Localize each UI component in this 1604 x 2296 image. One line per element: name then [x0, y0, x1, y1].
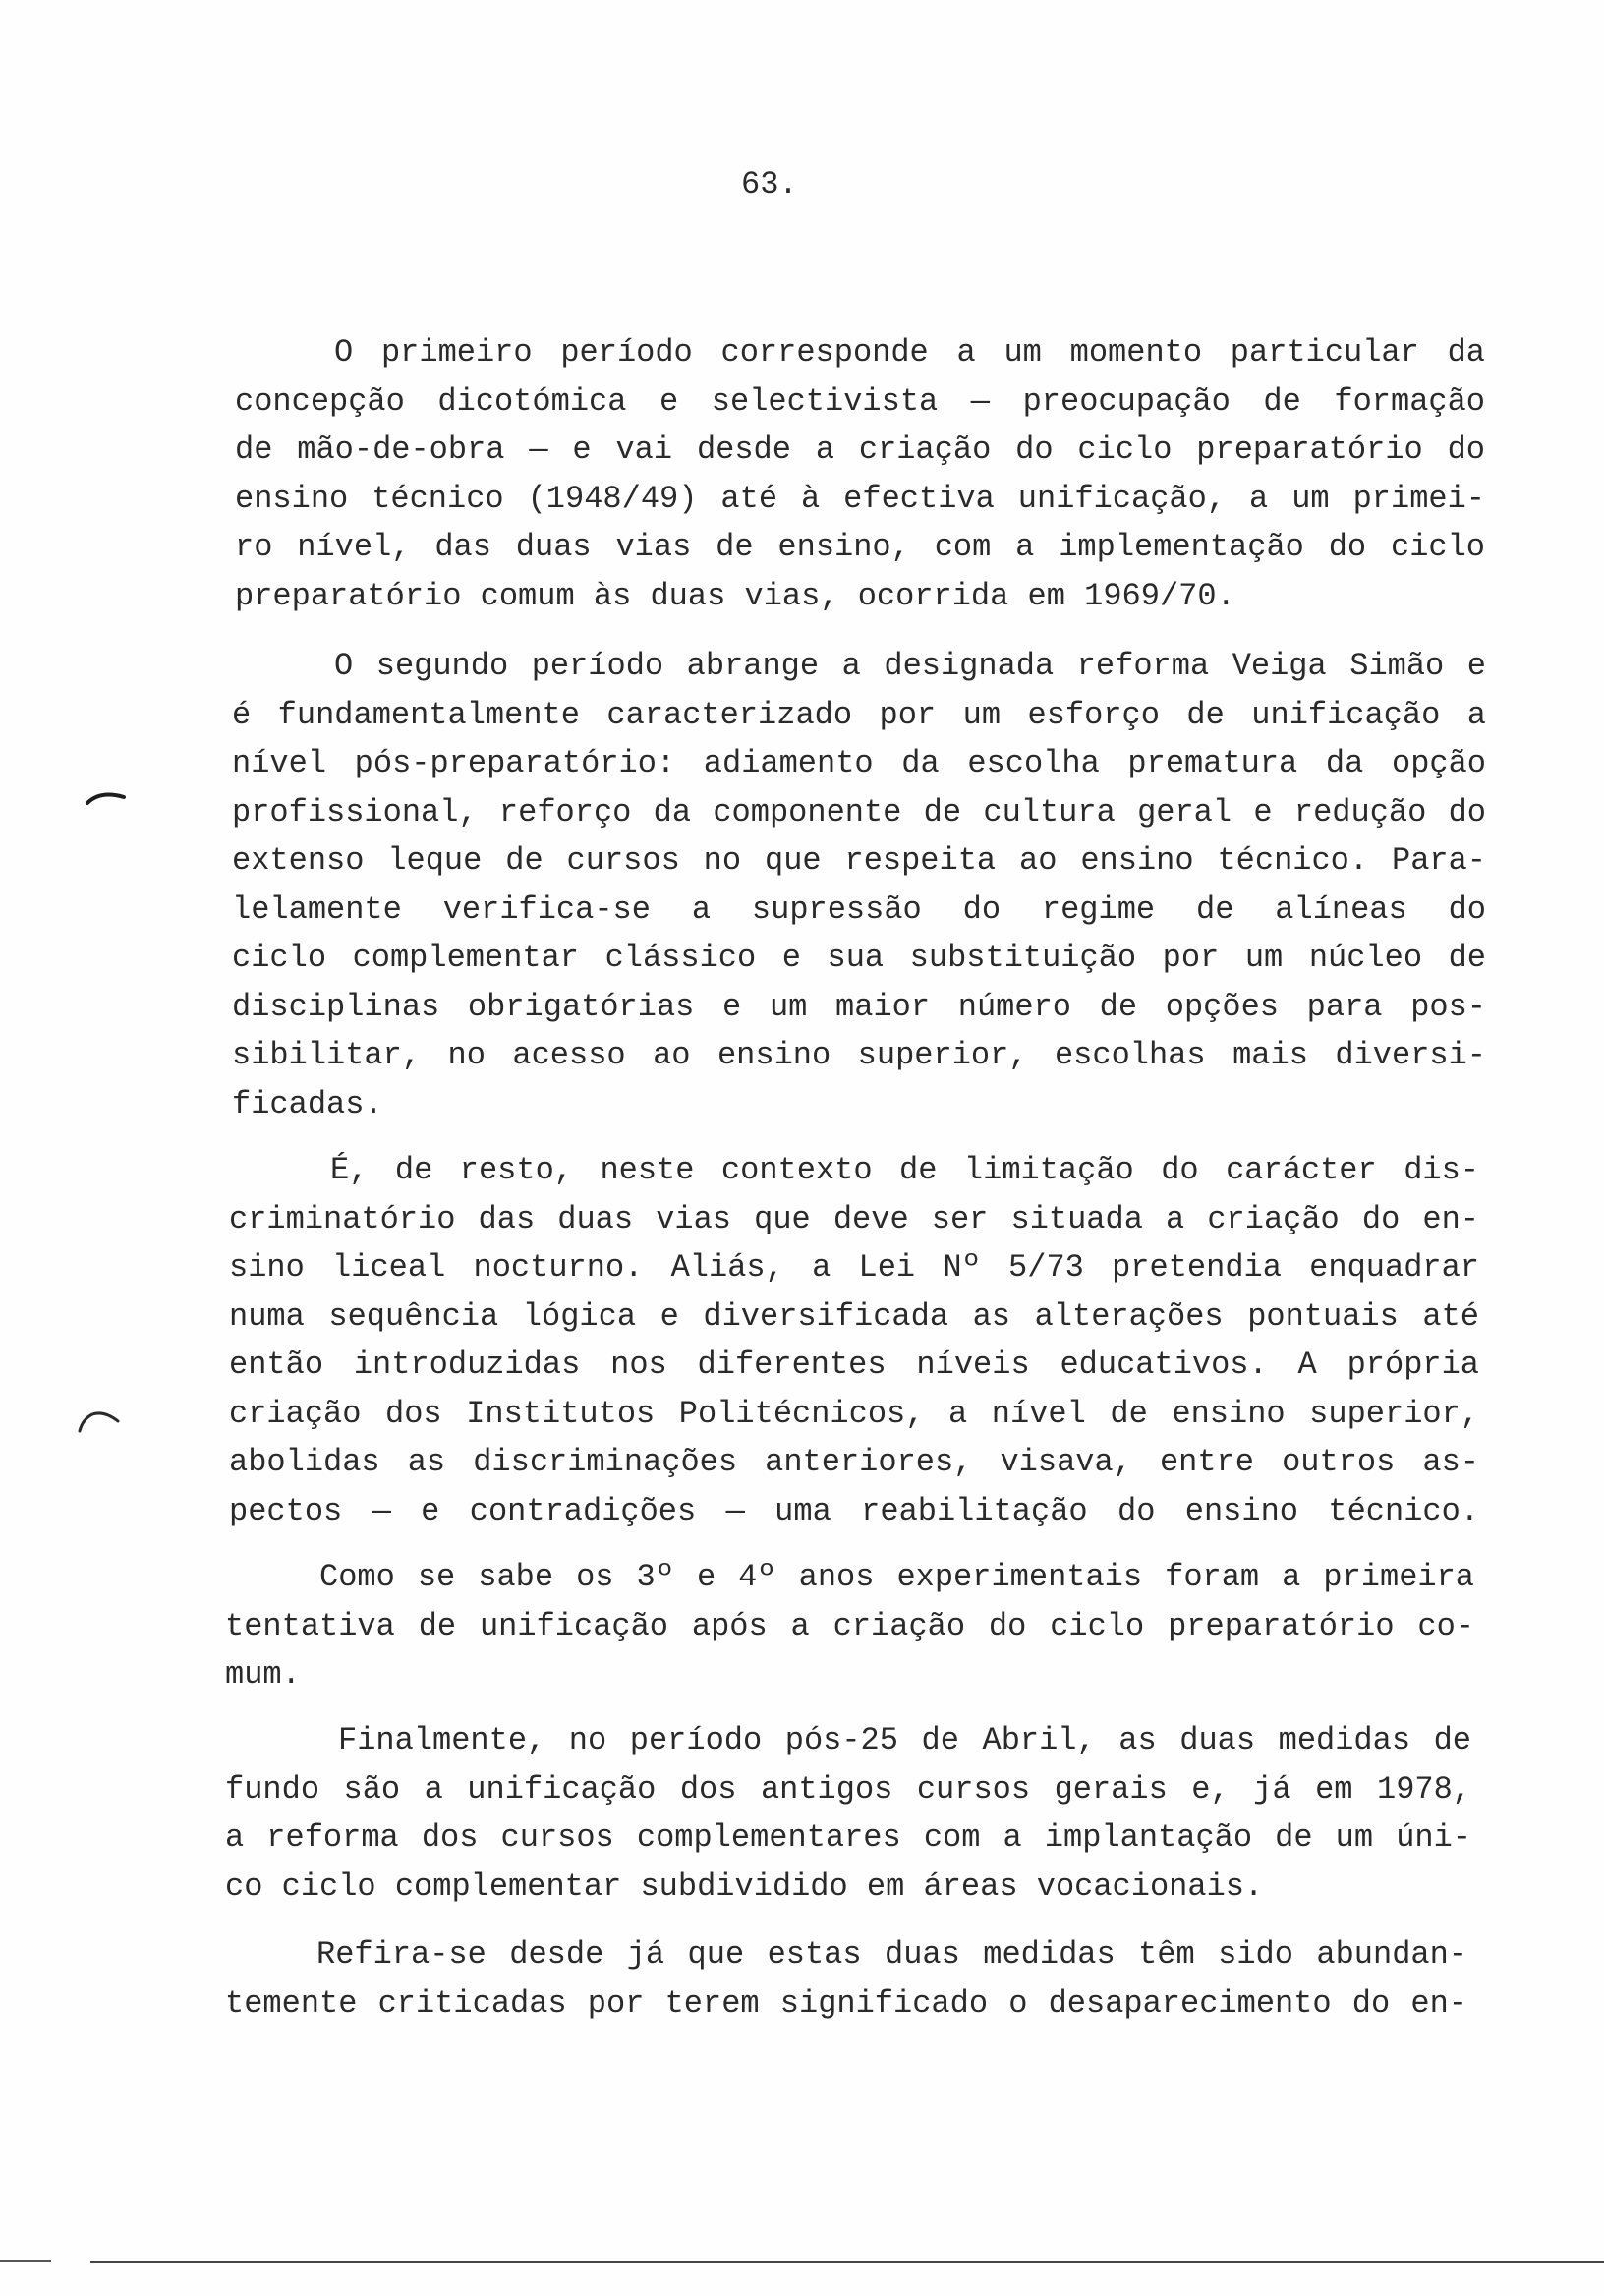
- paragraph: [232, 642, 1486, 1128]
- text-line: fundo são a unificação dos antigos cursos gerais e, já em 1978,: [225, 1770, 1471, 1808]
- text-line: O primeiro período corresponde a um momento particular da: [334, 334, 1485, 371]
- text-line: profissional, reforço da componente de cultura geral e redução do: [232, 793, 1486, 831]
- text-line: pectos — e contradições — uma reabilitação do ensino técnico.: [229, 1492, 1479, 1529]
- text-line: ciclo complementar clássico e sua substituição por um núcleo de: [232, 940, 1486, 976]
- paragraph: [229, 1146, 1479, 1535]
- text-line: sino liceal nocturno. Aliás, a Lei Nº 5/73 pretendia enquadrar: [229, 1249, 1479, 1286]
- text-line: de mão-de-obra — e vai desde a criação do ciclo preparatório do: [235, 431, 1485, 468]
- text-line: abolidas as discriminações anteriores, visava, entre outros as-: [229, 1444, 1479, 1480]
- text-line: concepção dicotómica e selectivista — preocupação de formação: [235, 382, 1485, 420]
- paragraph: [225, 1553, 1474, 1699]
- text-line: ensino técnico (1948/49) até à efectiva unificação, a um primei-: [235, 480, 1485, 517]
- page-number: 63.: [741, 166, 798, 202]
- punch-hole-shadow: [75, 1406, 122, 1435]
- text-line: é fundamentalmente caracterizado por um esforço de unificação a: [232, 696, 1486, 733]
- text-line: criminatório das duas vias que deve ser situada a criação do en-: [229, 1200, 1479, 1237]
- text-line: extenso leque de cursos no que respeita ao ensino técnico. Para-: [232, 842, 1486, 879]
- text-line: O segundo período abrange a designada reforma Veiga Simão e: [334, 648, 1486, 684]
- text-line: ficadas.: [232, 1085, 383, 1122]
- paragraph: [235, 328, 1485, 620]
- scan-edge-line: [0, 2260, 51, 2262]
- text-line: nível pós-preparatório: adiamento da escolha prematura da opção: [232, 745, 1486, 781]
- text-line: Refira-se desde já que estas duas medidas têm sido abundan-: [316, 1936, 1467, 1973]
- punch-hole-shadow: [85, 786, 128, 810]
- text-line: lelamente verifica-se a supressão do regime de alíneas do: [232, 890, 1486, 928]
- paragraph: [225, 1716, 1471, 1911]
- text-line: Finalmente, no período pós-25 de Abril, as duas medidas de: [338, 1722, 1471, 1758]
- text-line: co ciclo complementar subdividido em áreas vocacionais.: [225, 1867, 1264, 1905]
- text-line: criação dos Institutos Politécnicos, a nível de ensino superior,: [229, 1395, 1479, 1432]
- text-line: então introduzidas nos diferentes níveis educativos. A própria: [229, 1347, 1479, 1383]
- text-line: disciplinas obrigatórias e um maior número de opções para pos-: [232, 988, 1486, 1025]
- text-line: É, de resto, neste contexto de limitação do carácter dis-: [330, 1152, 1479, 1188]
- scan-edge-line: [90, 2261, 1604, 2263]
- text-line: mum.: [225, 1656, 301, 1693]
- text-line: sibilitar, no acesso ao ensino superior, escolhas mais diversi-: [232, 1037, 1486, 1073]
- text-line: tentativa de unificação após a criação do ciclo preparatório co-: [225, 1607, 1474, 1644]
- text-line: numa sequência lógica e diversificada as alterações pontuais até: [229, 1297, 1479, 1335]
- text-line: temente criticadas por terem significado o desaparecimento do en-: [225, 1984, 1467, 2022]
- text-line: a reforma dos cursos complementares com a implantação de um úni-: [225, 1819, 1471, 1856]
- text-line: preparatório comum às duas vias, ocorrida em 1969/70.: [235, 577, 1235, 614]
- text-line: Como se sabe os 3º e 4º anos experimentais foram a primeira: [319, 1559, 1474, 1595]
- text-line: ro nível, das duas vias de ensino, com a implementação do ciclo: [235, 529, 1485, 565]
- paragraph: [225, 1930, 1467, 2028]
